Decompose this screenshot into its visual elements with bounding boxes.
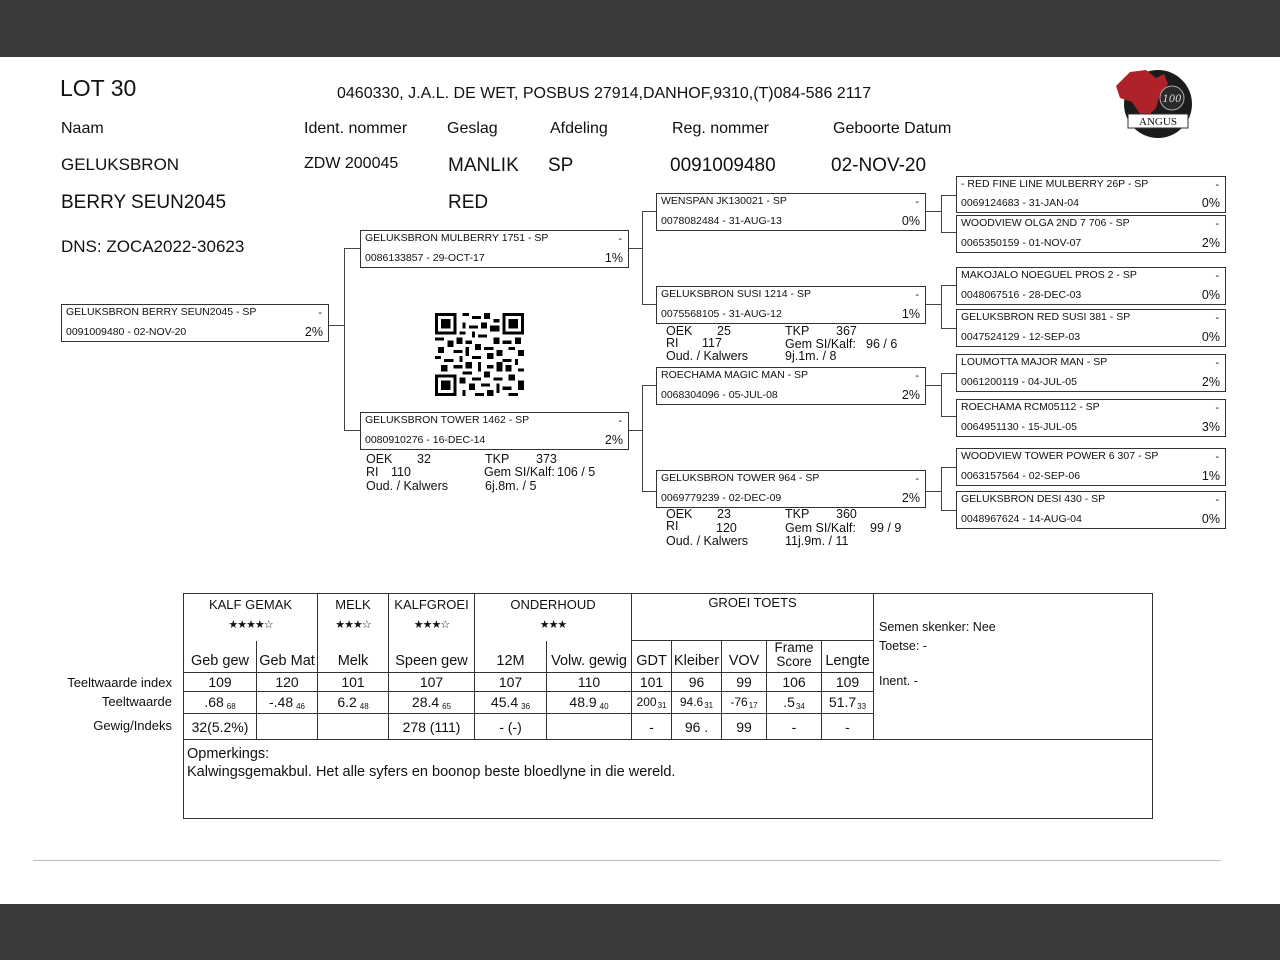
ri-label: RI [366, 465, 379, 479]
breeding-value: 48.9 [569, 694, 597, 710]
group-label: MELK [335, 597, 371, 612]
animal-name: ROECHAMA MAGIC MAN - SP [661, 369, 809, 381]
group-kalf-gemak [184, 594, 318, 641]
percentage: 2% [901, 491, 920, 505]
pedigree-dds [956, 448, 1226, 486]
accuracy: 65 [442, 702, 452, 711]
gem-label: Gem SI/Kalf: [785, 337, 856, 351]
breeding-value-cell [184, 692, 257, 714]
accuracy: 31 [657, 701, 667, 710]
percentage: 2% [304, 325, 323, 339]
connector [941, 232, 956, 233]
col-header: Kleiber [672, 641, 722, 673]
dash: - [1215, 402, 1219, 414]
animal-name: MAKOJALO NOEGUEL PROS 2 - SP [961, 269, 1137, 281]
reg-date: 0069124683 - 31-JAN-04 [961, 197, 1079, 209]
breeding-value-cell [318, 692, 389, 714]
accuracy: 40 [599, 702, 609, 711]
reg-date: 0048967624 - 14-AUG-04 [961, 513, 1082, 525]
connector [941, 328, 956, 329]
breeding-value: 94.6 [679, 695, 704, 709]
weight-index [318, 714, 389, 740]
pedigree-sds [956, 267, 1226, 305]
connector [925, 304, 941, 305]
weight-index: 96 . [672, 714, 722, 740]
pedigree-dam-dam [656, 470, 926, 508]
index-value: 107 [475, 673, 547, 692]
pedigree-dsd [956, 399, 1226, 437]
group-onderhoud [475, 594, 632, 641]
animal-name-2: BERRY SEUN2045 [61, 192, 227, 213]
breeding-value: 51.7 [828, 694, 857, 710]
dash: - [915, 370, 919, 382]
percentage: 2% [1201, 375, 1220, 389]
col-header: 12M [475, 641, 547, 673]
weight-index: 278 (111) [389, 714, 475, 740]
reg-date: 0075568105 - 31-AUG-12 [661, 308, 782, 320]
breeding-value: -76 [730, 695, 748, 709]
col-header: Geb gew [184, 641, 257, 673]
star-rating: ★★★☆ [335, 619, 371, 631]
bottom-bar [0, 904, 1280, 960]
side-info [874, 594, 1153, 740]
breeding-value-cell [767, 692, 822, 714]
index-value: 101 [632, 673, 672, 692]
connector [344, 248, 360, 249]
gem-label: Gem SI/Kalf: [785, 521, 856, 535]
weight-index [257, 714, 318, 740]
connector [328, 325, 344, 326]
accuracy: 34 [795, 702, 805, 711]
connector [941, 195, 942, 232]
connector [941, 285, 956, 286]
animal-name-1: GELUKSBRON [61, 155, 180, 174]
pedigree-dam [360, 412, 629, 450]
lot-number: LOT 30 [60, 75, 137, 101]
col-header: VOV [722, 641, 767, 673]
remarks-cell [184, 740, 1153, 819]
percentage: 1% [1201, 469, 1220, 483]
logo-badge: 100 [1162, 94, 1182, 105]
ri-label: RI [666, 336, 679, 350]
col-header: GDT [632, 641, 672, 673]
connector [642, 211, 656, 212]
index-value: 99 [722, 673, 767, 692]
oud-label: Oud. / Kalwers [666, 349, 748, 363]
animal-name: WOODVIEW OLGA 2ND 7 706 - SP [961, 217, 1130, 229]
percentage: 0% [1201, 512, 1220, 526]
reg-date: 0078082484 - 31-AUG-13 [661, 215, 782, 227]
index-value: 96 [672, 673, 722, 692]
index-value: 109 [822, 673, 874, 692]
top-bar [0, 0, 1280, 57]
breeding-value-cell [475, 692, 547, 714]
weight-index: 99 [722, 714, 767, 740]
breeding-value: .68 [204, 694, 224, 710]
pedigree-sire-sire [656, 193, 926, 231]
weight-index: - (-) [475, 714, 547, 740]
weight-index [547, 714, 632, 740]
connector [642, 385, 656, 386]
connector [941, 373, 956, 374]
ri-value: 110 [391, 465, 411, 479]
connector [344, 248, 345, 430]
star-rating: ★★★☆ [413, 619, 450, 631]
reg-date: 0065350159 - 01-NOV-07 [961, 237, 1082, 249]
breeding-value-cell [632, 692, 672, 714]
animal-name: GELUKSBRON BERRY SEUN2045 - SP [66, 306, 257, 318]
dash: - [1215, 218, 1219, 230]
oek-label: OEK [666, 324, 693, 338]
animal-name: LOUMOTTA MAJOR MAN - SP [961, 356, 1108, 368]
group-label: ONDERHOUD [510, 597, 596, 612]
semen-donor: Semen skenker: Nee [879, 620, 996, 634]
dash: - [1215, 494, 1219, 506]
connector [941, 467, 942, 510]
evaluation-table [183, 593, 1153, 819]
reg-date: 0069779239 - 02-DEC-09 [661, 492, 782, 504]
index-value: 106 [767, 673, 822, 692]
connector [941, 195, 956, 196]
pedigree-ddd [956, 491, 1226, 529]
dash: - [1215, 270, 1219, 282]
connector [344, 430, 360, 431]
remarks-title: Opmerkings: [187, 746, 270, 762]
oek-label: OEK [366, 452, 393, 466]
connector [642, 385, 643, 491]
breeding-value: 45.4 [490, 694, 519, 710]
tkp-value: 367 [836, 324, 857, 338]
ri-label: RI [666, 519, 679, 533]
weight-index: - [767, 714, 822, 740]
pedigree-sire [360, 230, 629, 268]
reg-date: 0086133857 - 29-OCT-17 [365, 252, 485, 264]
col-header: Lengte [822, 641, 874, 673]
dns-number: DNS: ZOCA2022-30623 [61, 237, 245, 256]
star-rating: ★★★★☆ [228, 619, 273, 631]
tkp-value: 373 [536, 452, 557, 466]
percentage: 0% [901, 214, 920, 228]
tkp-label: TKP [785, 507, 810, 521]
reg-date: 0068304096 - 05-JUL-08 [661, 389, 778, 401]
animal-reg: 0091009480 [670, 155, 776, 176]
animal-name: WOODVIEW TOWER POWER 6 307 - SP [961, 450, 1159, 462]
connector [642, 304, 656, 305]
weight-index: - [632, 714, 672, 740]
accuracy: 17 [748, 701, 758, 710]
col-header: Geb Mat [257, 641, 318, 673]
breeding-value: 28.4 [411, 694, 440, 710]
animal-afdeling: SP [548, 155, 574, 176]
oek-value: 23 [717, 507, 731, 521]
connector [941, 467, 956, 468]
connector [941, 416, 956, 417]
group-label: KALFGROEI [394, 597, 469, 612]
weight-index: - [822, 714, 874, 740]
dash: - [318, 307, 322, 319]
breeding-value-cell [389, 692, 475, 714]
percentage: 0% [1201, 288, 1220, 302]
breeding-value-cell [722, 692, 767, 714]
label-ident: Ident. nommer [304, 120, 408, 137]
weight-index: 32(5.2%) [184, 714, 257, 740]
animal-geslag: MANLIK [448, 155, 519, 176]
row-label-gewig: Gewig/Indeks [93, 718, 172, 733]
connector [925, 211, 941, 212]
oek-value: 32 [417, 452, 431, 466]
breeding-value-cell [672, 692, 722, 714]
gem-label: Gem SI/Kalf: [484, 465, 555, 479]
logo-text: ANGUS [1139, 116, 1177, 128]
accuracy: 68 [226, 702, 236, 711]
index-value: 110 [547, 673, 632, 692]
oud-value: 11j.9m. / 11 [785, 534, 849, 548]
reg-date: 0080910276 - 16-DEC-14 [365, 434, 486, 446]
oud-value: 9j.1m. / 8 [785, 349, 837, 363]
index-value: 120 [257, 673, 318, 692]
group-melk [318, 594, 389, 641]
animal-name: GELUKSBRON DESI 430 - SP [961, 493, 1106, 505]
tkp-label: TKP [485, 452, 510, 466]
reg-date: 0063157564 - 02-SEP-06 [961, 470, 1081, 482]
reg-date: 0064951130 - 15-JUL-05 [961, 421, 1077, 433]
connector [925, 385, 941, 386]
ri-value: 120 [716, 521, 737, 535]
row-label-index: Teeltwaarde index [67, 675, 172, 690]
breeding-value: 6.2 [337, 694, 357, 710]
breeding-value: 200 [636, 695, 657, 709]
index-value: 101 [318, 673, 389, 692]
qr-code [435, 313, 524, 396]
dash: - [1215, 357, 1219, 369]
label-afdeling: Afdeling [550, 120, 608, 137]
percentage: 2% [604, 433, 623, 447]
oek-label: OEK [666, 507, 693, 521]
gem-value: 99 / 9 [870, 521, 902, 535]
animal-name: ROECHAMA RCM05112 - SP [961, 401, 1100, 413]
pedigree-sss [956, 176, 1226, 213]
dash: - [915, 196, 919, 208]
animal-name: GELUKSBRON TOWER 964 - SP [661, 472, 820, 484]
percentage: 1% [604, 251, 623, 265]
percentage: 3% [1201, 420, 1220, 434]
star-rating: ★★★ [539, 619, 567, 631]
dash: - [1215, 179, 1219, 191]
breeding-value-cell [822, 692, 874, 714]
divider [33, 860, 1221, 861]
dash: - [618, 233, 622, 245]
reg-date: 0048067516 - 28-DEC-03 [961, 289, 1082, 301]
col-header: Volw. gewig [547, 641, 632, 673]
animal-name: GELUKSBRON RED SUSI 381 - SP [961, 311, 1131, 323]
animal-ident: ZDW 200045 [304, 155, 399, 172]
percentage: 0% [1201, 196, 1220, 210]
group-label: GROEI TOETS [708, 595, 797, 610]
oud-label: Oud. / Kalwers [666, 534, 748, 548]
breeding-value: -.48 [268, 694, 294, 710]
remarks-text: Kalwingsgemakbul. Het alle syfers en boonop beste bloedlyne in die wereld. [187, 764, 676, 780]
dash: - [915, 473, 919, 485]
percentage: 1% [901, 307, 920, 321]
accuracy: 48 [359, 702, 369, 711]
ri-value: 117 [702, 336, 722, 350]
tkp-label: TKP [785, 324, 810, 338]
pedigree-subject [61, 304, 329, 342]
animal-kleur: RED [448, 192, 489, 213]
connector [941, 285, 942, 328]
angus-logo [1112, 64, 1196, 144]
animal-name: GELUKSBRON MULBERRY 1751 - SP [365, 232, 549, 244]
breeding-value-cell [547, 692, 632, 714]
connector [941, 373, 942, 416]
dash: - [915, 289, 919, 301]
index-value: 109 [184, 673, 257, 692]
connector [642, 211, 643, 304]
pedigree-ssd [956, 215, 1226, 253]
breeder-info: 0460330, J.A.L. DE WET, POSBUS 27914,DANHOF,9310,(T)084-586 2117 [337, 85, 872, 102]
connector [941, 510, 956, 511]
reg-date: 0091009480 - 02-NOV-20 [66, 326, 187, 338]
tests: Toetse: - [879, 639, 927, 653]
group-label: KALF GEMAK [208, 597, 293, 612]
tkp-value: 360 [836, 507, 857, 521]
group-groei-toets [632, 594, 874, 641]
accuracy: 36 [521, 702, 531, 711]
accuracy: 46 [296, 702, 306, 711]
gem-value: 106 / 5 [557, 465, 596, 479]
oud-value: 6j.8m. / 5 [485, 479, 537, 493]
oek-value: 25 [717, 324, 731, 338]
row-label-teeltwaarde: Teeltwaarde [101, 694, 172, 709]
label-reg: Reg. nommer [672, 120, 769, 137]
animal-name: GELUKSBRON SUSI 1214 - SP [661, 288, 811, 300]
dash: - [1215, 451, 1219, 463]
dash: - [1215, 312, 1219, 324]
accuracy: 31 [704, 701, 714, 710]
vaccination: Inent. - [879, 674, 918, 688]
dash: - [618, 415, 622, 427]
percentage: 2% [901, 388, 920, 402]
label-naam: Naam [61, 120, 104, 137]
col-header: Melk [318, 641, 389, 673]
label-geslag: Geslag [447, 120, 498, 137]
oud-label: Oud. / Kalwers [366, 479, 448, 493]
connector [925, 491, 941, 492]
animal-name: - RED FINE LINE MULBERRY 26P - SP [961, 178, 1149, 190]
animal-geboorte: 02-NOV-20 [831, 155, 927, 176]
animal-name: WENSPAN JK130021 - SP [661, 195, 787, 207]
pedigree-dss [956, 354, 1226, 392]
gem-value: 96 / 6 [866, 337, 898, 351]
breeding-value: .5 [783, 694, 795, 710]
percentage: 2% [1201, 236, 1220, 250]
accuracy: 33 [857, 702, 867, 711]
pedigree-dam-sire [656, 367, 926, 405]
breeding-value-cell [257, 692, 318, 714]
percentage: 0% [1201, 330, 1220, 344]
pedigree-sire-dam [656, 286, 926, 324]
connector [642, 491, 656, 492]
reg-date: 0061200119 - 04-JUL-05 [961, 376, 1077, 388]
connector [628, 248, 642, 249]
label-geboorte: Geboorte Datum [833, 120, 952, 137]
pedigree-sdd [956, 309, 1226, 347]
index-value: 107 [389, 673, 475, 692]
reg-date: 0047524129 - 12-SEP-03 [961, 331, 1081, 343]
animal-name: GELUKSBRON TOWER 1462 - SP [365, 414, 530, 426]
col-header: Speen gew [389, 641, 475, 673]
group-kalfgroei [389, 594, 475, 641]
col-header: Frame Score [767, 641, 822, 673]
connector [628, 430, 642, 431]
